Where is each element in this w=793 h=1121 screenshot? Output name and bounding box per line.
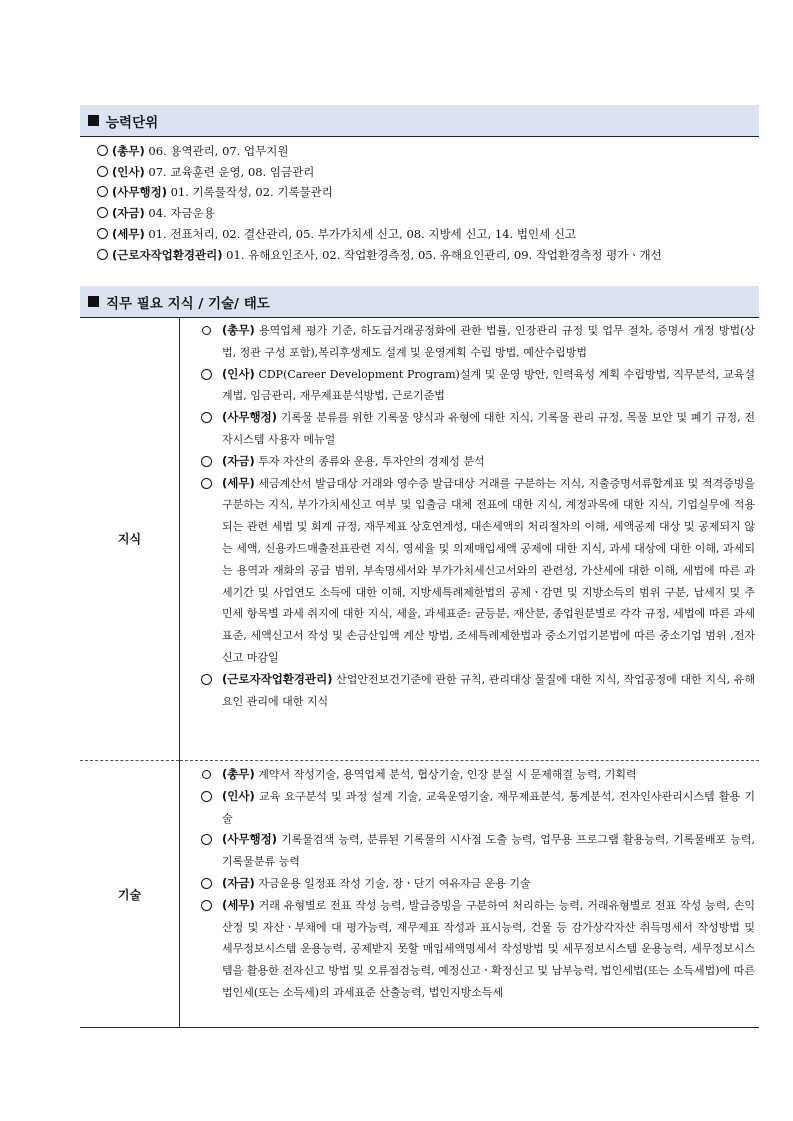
circle-bullet-icon: [202, 326, 211, 335]
ability-units-title: 능력단위: [106, 114, 159, 131]
list-item: (세무) 거래 유형별로 전표 작성 능력, 발급증빙을 구분하여 처리하는 능력, 거래유형별로 전표 작성 능력, 손익산정 및 자산ㆍ부채에 대 평가능력, 재무제표 작성과 표시능력, 건물 등 감가상각자산 취득명세서 작성방법 및 세무정보시스템 운용능력, 공제받지 못할 매입세액명세서 작성방법 및 세무정보시스템 운용능력, 세무정보시스템을 활용한 전자신고 방법 및 오류점검능력, 예정신고ㆍ확정신고 및 납부능력, 법인세법(또는 소득세법)에 따른 법인세(또는 소득세)의 과세표준 산출능력, 법인지방소득세: [199, 895, 755, 1004]
list-item: (총무) 계약서 작성기술, 용역업체 분석, 협상기술, 인장 분실 시 문제해결 능력, 기획력: [199, 764, 755, 786]
list-item: (자금) 투자 자산의 종류와 운용, 투자안의 경제성 분석: [199, 451, 755, 473]
list-item: (총무) 06. 용역관리, 07. 업무지원: [97, 141, 767, 162]
circle-bullet-icon: [97, 145, 108, 156]
knowledge-content: [180, 317, 760, 761]
circle-bullet-icon: [201, 478, 212, 489]
list-item: (세무) 01. 전표처리, 02. 결산관리, 05. 부가가치세 신고, 08. 지방세 신고, 14. 법인세 신고: [97, 224, 767, 245]
requirements-title: 직무 필요 지식 / 기술/ 태도: [106, 295, 270, 312]
list-item: (사무행정) 기록물 분류를 위한 기록물 양식과 유형에 대한 지식, 기록물 관리 규정, 목물 보안 및 폐기 규정, 전자시스템 사용자 메뉴얼: [199, 407, 755, 451]
table-row: [80, 317, 759, 761]
list-item: (사무행정) 01. 기록물작성, 02. 기록물관리: [97, 182, 767, 203]
circle-bullet-icon: [201, 369, 212, 380]
list-item: (인사) 교육 요구분석 및 과정 설계 기술, 교육운영기술, 재무제표분석, 통계분석, 전자인사관리시스템 활용 기술: [199, 786, 755, 830]
circle-bullet-icon: [201, 674, 212, 685]
table-row: [80, 761, 759, 1028]
list-item: (근로자작업환경관리) 산업안전보건기준에 관한 규칙, 관리대상 물질에 대한 지식, 작업공정에 대한 지식, 유해요인 관리에 대한 지식: [199, 669, 755, 713]
list-item: (근로자작업환경관리) 01. 유해요인조사, 02. 작업환경측정, 05. 유해요인관리, 09. 작업환경측정 평가ㆍ개선: [97, 245, 767, 266]
circle-bullet-icon: [201, 791, 212, 802]
circle-bullet-icon: [201, 834, 212, 845]
skills-label: 기술: [80, 761, 180, 1028]
ability-units-list: [97, 141, 767, 265]
square-bullet-icon: [88, 296, 99, 307]
requirements-header: [80, 286, 759, 318]
circle-bullet-icon: [201, 878, 212, 889]
requirements-table: [80, 317, 759, 1028]
skills-content: [180, 761, 760, 1028]
circle-bullet-icon: [97, 228, 108, 239]
list-item: (총무) 용역업체 평가 기준, 하도급거래공정화에 관한 법률, 인장관리 규정 및 업무 절차, 증명서 개정 방법(상법, 정관 구성 포함),복리후생제도 설계 및 운영계획 수립 방법, 예산수립방법: [199, 320, 755, 364]
square-bullet-icon: [88, 115, 99, 126]
knowledge-label: 지식: [80, 317, 180, 761]
circle-bullet-icon: [201, 412, 212, 423]
list-item: (자금) 자금운용 일정표 작성 기술, 장ㆍ단기 여유자금 운용 기술: [199, 873, 755, 895]
circle-bullet-icon: [201, 900, 212, 911]
list-item: (자금) 04. 자금운용: [97, 203, 767, 224]
list-item: (세무) 세금계산서 발급대상 거래와 영수증 발급대상 거래를 구분하는 지식, 지출증명서류합계표 및 적격증빙을 구분하는 지식, 부가가치세신고 여부 및 입출금 대체 전표에 대한 지식, 계정과목에 대한 지식, 기업실무에 적용되는 관련 세법 및 회계 규정, 재무제표 상호연계성, 대손세액의 처리절차의 이해, 세액공제 대상 및 공제되지 않는 세액, 신용카드매출전표관련 지식, 영세율 및 의제매입세액 공제에 대한 지식, 과세 대상에 대한 이해, 과세되는 용역과 재화의 공급 범위, 부속명세서와 부가가치세신고서와의 관련성, 가산세에 대한 이해, 세법에 따른 과세기간 및 사업연도 소득에 대한 이해, 지방세특례제한법의 공제ㆍ감면 및 지방소득의 범위 구분, 납세지 및 주민세 항목별 과세 취지에 대한 지식, 세율, 과세표준: 균등분, 재산분, 종업원분별로 각각 규정, 세법에 따른 과세표준, 세액신고서 작성 및 손금산입액 계산 방법, 조세특례제한법과 중소기업기본법에 따른 중소기업 범위 ,전자신고 마감일: [199, 473, 755, 669]
circle-bullet-icon: [97, 166, 108, 177]
list-item: (인사) CDP(Career Development Program)설계 및 운영 방안, 인력육성 계획 수립방법, 직무분석, 교육설계법, 임금관리, 재무제표분석방법, 근로기준법: [199, 364, 755, 408]
list-item: (인사) 07. 교육훈련 운영, 08. 임금관리: [97, 162, 767, 183]
circle-bullet-icon: [97, 186, 108, 197]
ability-units-header: [80, 105, 759, 137]
circle-bullet-icon: [202, 770, 211, 779]
circle-bullet-icon: [97, 207, 108, 218]
circle-bullet-icon: [201, 456, 212, 467]
list-item: (사무행정) 기록물검색 능력, 분류된 기록물의 시사점 도출 능력, 업무용 프로그램 활용능력, 기록물배포 능력, 기록물분류 능력: [199, 829, 755, 873]
circle-bullet-icon: [97, 249, 108, 260]
